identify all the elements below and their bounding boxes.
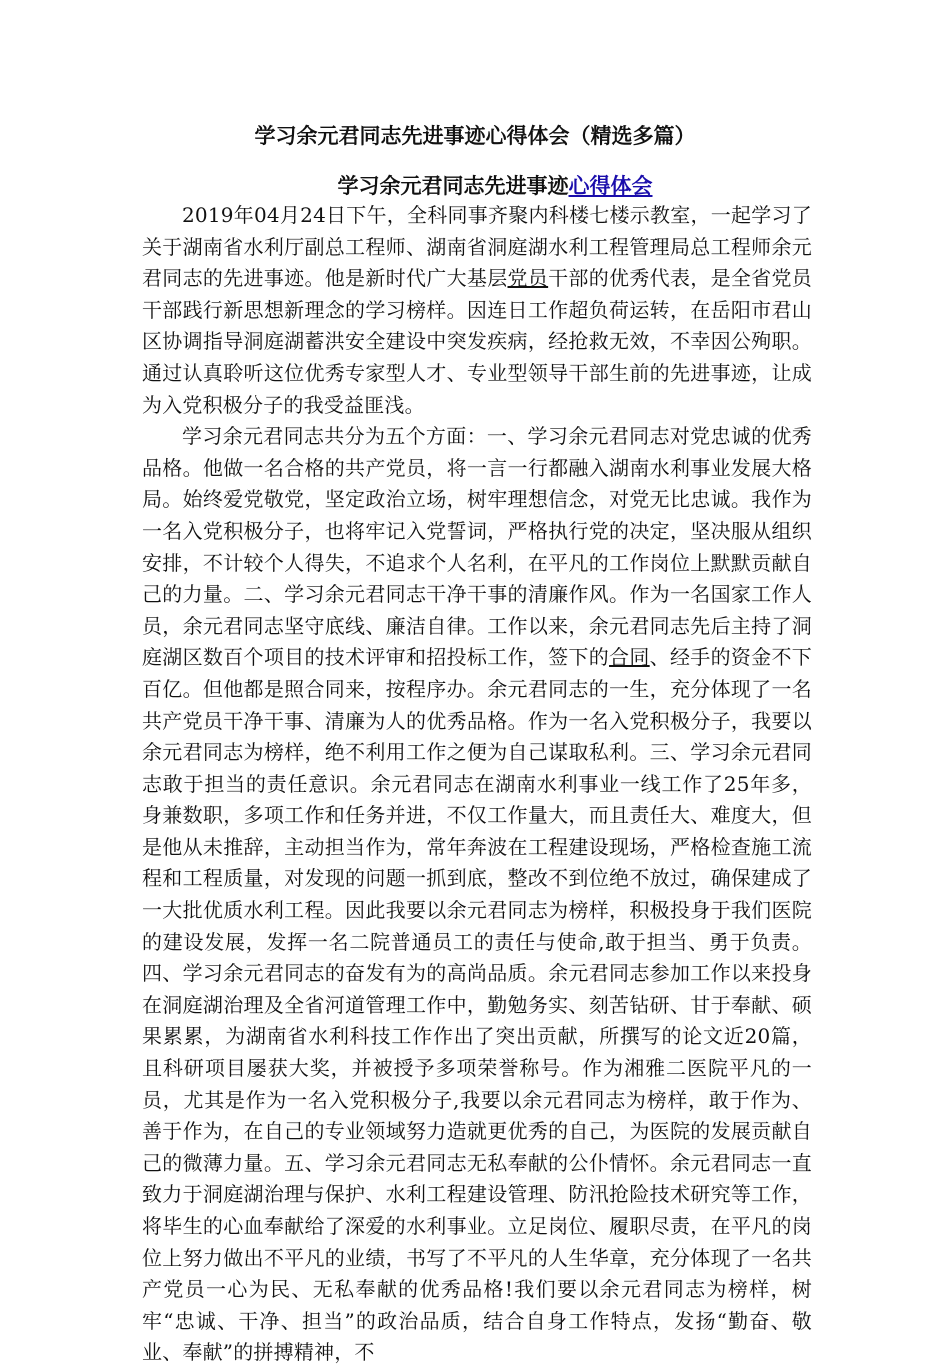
paragraph-1-text-b: 干部的优秀代表，是全省党员干部践行新思想新理念的学习榜样。因连日工作超负荷运转，在岳阳市君山区协调指导洞庭湖蓄洪安全建设中突发疾病，经抢救无效，不幸因公殉职。通过认真聆听这位优秀专家型人才、专业型领导干部生前的先进事迹，让成为入党积极分子的我受益匪浅。 (142, 266, 812, 417)
document-title: 学习余元君同志先进事迹心得体会（精选多篇） (254, 124, 696, 148)
article-body (142, 200, 812, 1369)
keyword-link-party-member[interactable]: 党员 (507, 266, 549, 291)
paragraph-1-text-a: 2019年04月24日下午，全科同事齐聚内科楼七楼示教室，一起学习了关于湖南省水利厅副总工程师、湖南省洞庭湖水利工程管理局总工程师余元君同志的先进事迹。他是新时代广大基层 (142, 203, 812, 291)
paragraph-2-text-a: 学习余元君同志共分为五个方面：一、学习余元君同志对党忠诚的优秀品格。他做一名合格的共产党员，将一言一行都融入湖南水利事业发展大格局。始终爱党敬党，坚定政治立场，树牢理想信念，对党无比忠诚。我作为一名入党积极分子，也将牢记入党誓词，严格执行党的决定，坚决服从组织安排，不计较个人得失，不追求个人名利，在平凡的工作岗位上默默贡献自己的力量。二、学习余元君同志干净干事的清廉作风。作为一名国家工作人员，余元君同志坚守底线、廉洁自律。工作以来，余元君同志先后主持了洞庭湖区数百个项目的技术评审和招投标工作，签下的 (142, 424, 812, 670)
paragraph-2 (142, 421, 812, 1369)
article-title-text: 学习余元君同志先进事迹 (337, 174, 569, 198)
paragraph-1 (142, 200, 812, 421)
article-title (0, 170, 950, 202)
paragraph-2-text-b: 、经手的资金不下百亿。但他都是照合同来，按程序办。余元君同志的一生，充分体现了一名共产党员干净干事、清廉为人的优秀品格。作为一名入党积极分子，我要以余元君同志为榜样，绝不利用工作之便为自己谋取私利。三、学习余元君同志敢于担当的责任意识。余元君同志在湖南水利事业一线工作了25年多，身兼数职，多项工作和任务并进，不仅工作量大，而且责任大、难度大，但是他从未推辞，主动担当作为，常年奔波在工程建设现场，严格检查施工流程和工程质量，对发现的问题一抓到底，整改不到位绝不放过，确保建成了一大批优质水利工程。因此我要以余元君同志为榜样，积极投身于我们医院的建设发展，发挥一名二院普通员工的责任与使命,敢于担当、勇于负责。四、学习余元君同志的奋发有为的高尚品质。余元君同志参加工作以来投身在洞庭湖治理及全省河道管理工作中，勤勉务实、刻苦钻研、甘于奉献、硕果累累，为湖南省水利科技工作作出了突出贡献，所撰写的论文近20篇，且科研项目屡获大奖，并被授予多项荣誉称号。作为湘雅二医院平凡的一员，尤其是作为一名入党积极分子,我要以余元君同志为榜样，敢于作为、善于作为，在自己的专业领域努力造就更优秀的自己，为医院的发展贡献自己的微薄力量。五、学习余元君同志无私奉献的公仆情怀。余元君同志一直致力于洞庭湖治理与保护、水利工程建设管理、防汛抢险技术研究等工作，将毕生的心血奉献给了深爱的水利事业。立足岗位、履职尽责，在平凡的岗位上努力做出不平凡的业绩，书写了不平凡的人生华章，充分体现了一名共产党员一心为民、无私奉献的优秀品格!我们要以余元君同志为榜样，树牢“忠诚、干净、担当”的政治品质，结合自身工作特点，发扬“勤奋、敬业、奉献”的拼搏精神，不 (142, 645, 812, 1365)
keyword-link-contract[interactable]: 合同 (609, 645, 650, 670)
article-title-link[interactable]: 心得体会 (568, 174, 653, 198)
